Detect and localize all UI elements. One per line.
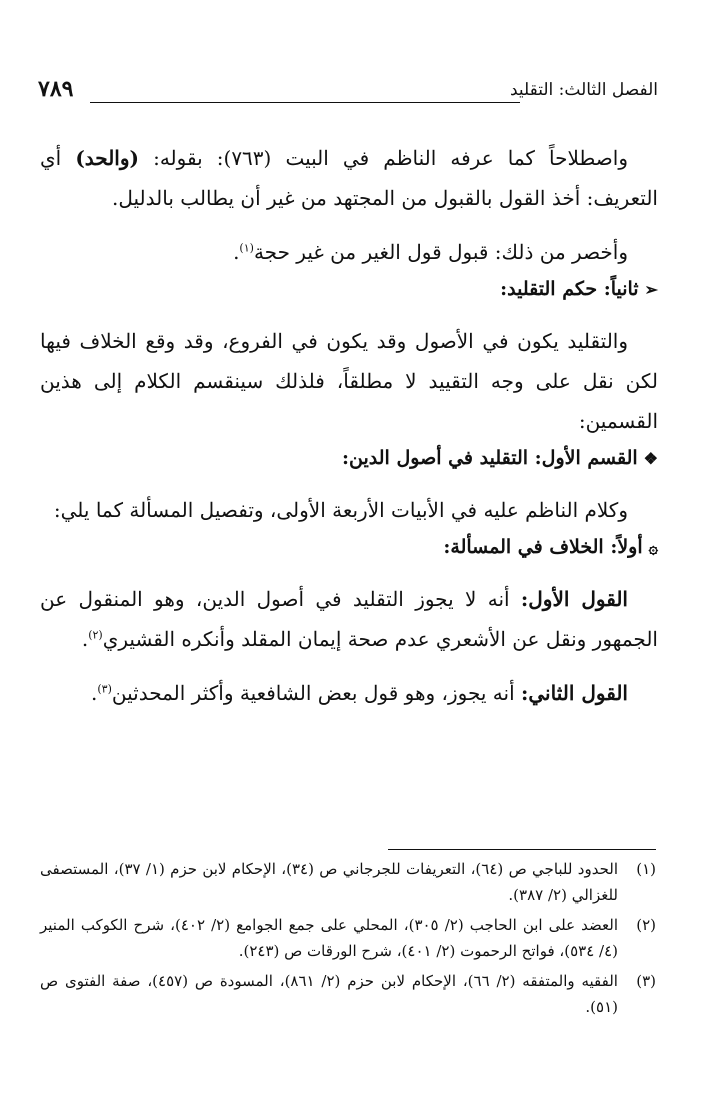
footnote-text: العضد على ابن الحاجب (٢/ ٣٠٥)، المحلي على جمع الجوامع (٢/ ٤٠٢)، شرح الكوكب المنير (٤/ ٥٣٤)، فواتح الرحموت (٢/ ٤٠١)، شرح الورقات ص (٢٤٣).: [40, 916, 619, 960]
footnote-number: (١): [636, 860, 656, 878]
first-opinion-text: أنه لا يجوز التقليد في أصول الدين، وهو المنقول عن الجمهور ونقل عن الأشعري عدم صحة إيمان المقلد وأنكره القشيري: [40, 587, 658, 651]
ruling-paragraph: والتقليد يكون في الأصول وقد يكون في الفروع، وقد وقع الخلاف فيها لكن نقل على وجه التقييد لا مطلقاً، فلذلك سينقسم الكلام إلى هذين القسمين:: [40, 329, 658, 433]
first-opinion-paragraph: [40, 579, 658, 659]
footnote-text: الحدود للباجي ص (٦٤)، التعريفات للجرجاني ص (٣٤)، الإحكام لابن حزم (١/ ٣٧)، المستصفى للغزالي (٢/ ٣٨٧).: [40, 860, 618, 904]
second-opinion-label: القول الثاني:: [521, 681, 628, 705]
footnote-item: [40, 912, 656, 964]
footnote-text: الفقيه والمتفقه (٢/ ٦٦)، الإحكام لابن حزم (٢/ ٨٦١)، المسودة ص (٤٥٧)، صفة الفتوى ص (٥١).: [40, 972, 618, 1016]
header-rule: [90, 102, 520, 103]
part-one-paragraph: وكلام الناظم عليه في الأبيات الأربعة الأولى، وتفصيل المسألة كما يلي:: [53, 498, 628, 522]
footnote-number: (٣): [636, 972, 656, 990]
definition-quote: (والحد): [75, 146, 139, 170]
footnote-number: (٢): [636, 916, 656, 934]
definition-lead: واصطلاحاً كما عرفه الناظم في البيت (٧٦٣): بقوله:: [153, 146, 629, 170]
page-number: ٧٨٩: [38, 76, 74, 102]
footnote-ref-3: (٣): [97, 682, 112, 696]
main-text: [40, 138, 658, 713]
ruling-heading: [40, 272, 658, 307]
shorter-definition-text: وأخصر من ذلك: قبول قول الغير من غير حجة: [253, 240, 628, 264]
definition-paragraph: [40, 138, 658, 218]
dispute-heading: [40, 530, 658, 565]
shorter-definition-end: .: [233, 240, 240, 264]
first-opinion-end: .: [81, 627, 89, 651]
shorter-definition-paragraph: [40, 232, 658, 272]
footnote-ref-2: (٢): [88, 628, 103, 642]
part-one-heading: [40, 441, 658, 476]
running-title: الفصل الثالث: التقليد: [509, 80, 658, 100]
arrow-marker-icon: ➢: [644, 280, 658, 299]
ruling-heading-title: ثانياً: حكم التقليد:: [500, 278, 639, 300]
footnote-ref-1: (١): [239, 241, 254, 255]
rosette-marker-icon: ۞: [648, 538, 658, 557]
dispute-heading-title: أولاً: الخلاف في المسألة:: [443, 536, 643, 558]
footnote-item: [40, 856, 656, 908]
second-opinion-paragraph: [40, 673, 658, 713]
part-one-heading-title: القسم الأول: التقليد في أصول الدين:: [342, 447, 638, 469]
definition-tail: أي التعريف: أخذ القول بالقبول من المجتهد من غير أن يطالب بالدليل.: [40, 146, 658, 210]
page-header: [38, 76, 658, 110]
footnotes: [40, 856, 656, 1024]
footnote-rule: [388, 849, 656, 850]
diamond-marker-icon: ❖: [643, 449, 658, 468]
first-opinion-label: القول الأول:: [520, 587, 628, 611]
footnote-item: [40, 968, 656, 1020]
second-opinion-end: .: [91, 681, 98, 705]
second-opinion-text: أنه يجوز، وهو قول بعض الشافعية وأكثر المحدثين: [111, 681, 515, 705]
